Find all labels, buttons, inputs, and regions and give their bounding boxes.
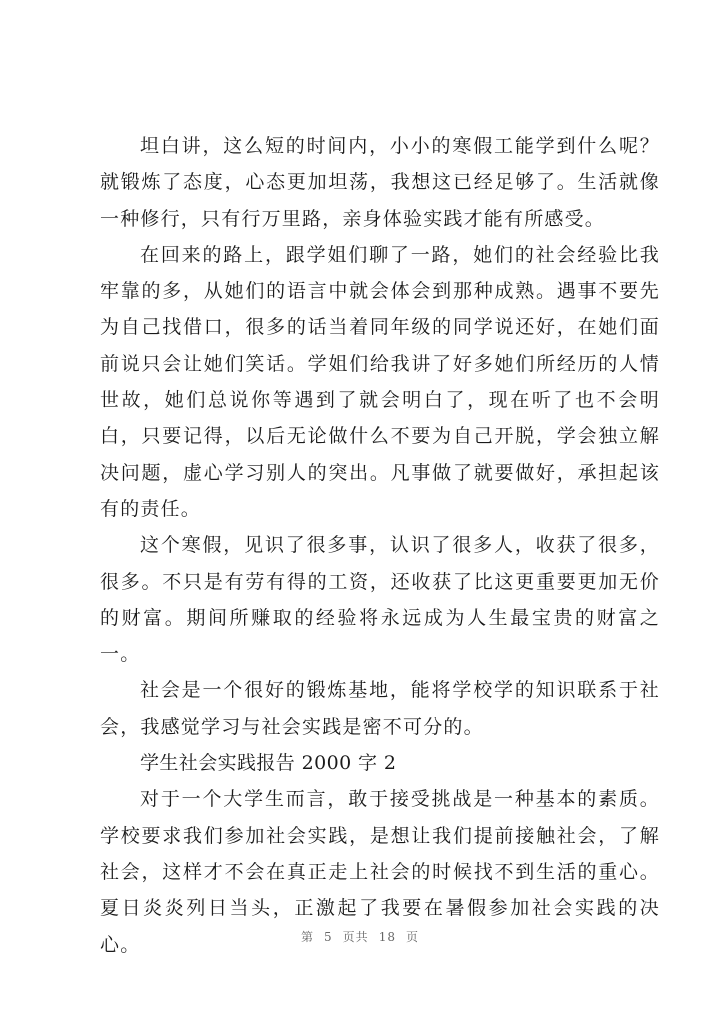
paragraph-3: 这个寒假，见识了很多事，认识了很多人，收获了很多，很多。不只是有劳有得的工资，还收获了比这更重要更加无价的财富。期间所赚取的经验将永远成为人生最宝贵的财富之一。 [100,534,660,666]
paragraph-1: 坦白讲，这么短的时间内，小小的寒假工能学到什么呢？就锻炼了态度，心态更加坦荡，我想这已经足够了。生活就像一种修行，只有行万里路，亲身体验实践才能有所感受。 [100,135,660,230]
footer-current-page: 5 [324,930,333,944]
footer-total-pages: 18 [378,930,396,944]
page-footer [0,928,720,945]
section-heading: 学生社会实践报告 2000 字 2 [140,752,397,775]
paragraph-4: 社会是一个很好的锻炼基地，能将学校学的知识联系于社会，我感觉学习与社会实践是密不可分的。 [100,679,660,738]
paragraph-2: 在回来的路上，跟学姐们聊了一路，她们的社会经验比我牢靠的多，从她们的语言中就会体会到那种成熟。遇事不要先为自己找借口，很多的话当着同年级的同学说还好，在她们面前说只会让她们笑话。学姐们给我讲了好多她们所经历的人情世故，她们总说你等遇到了就会明白了，现在听了也不会明白，只要记得，以后无论做什么不要为自己开脱，学会独立解决问题，虚心学习别人的突出。凡事做了就要做好，承担起该有的责任。 [100,243,660,520]
footer-prefix: 第 [301,930,315,944]
footer-suffix: 页 [405,930,419,944]
paragraph-5: 对于一个大学生而言，敢于接受挑战是一种基本的素质。学校要求我们参加社会实践，是想让我们提前接触社会，了解社会，这样才不会在真正走上社会的时候找不到生活的重心。夏日炎炎列日当头，正激起了我要在暑假参加社会实践的决心。 [100,788,660,956]
document-body [100,128,660,963]
footer-middle: 页共 [342,930,369,944]
